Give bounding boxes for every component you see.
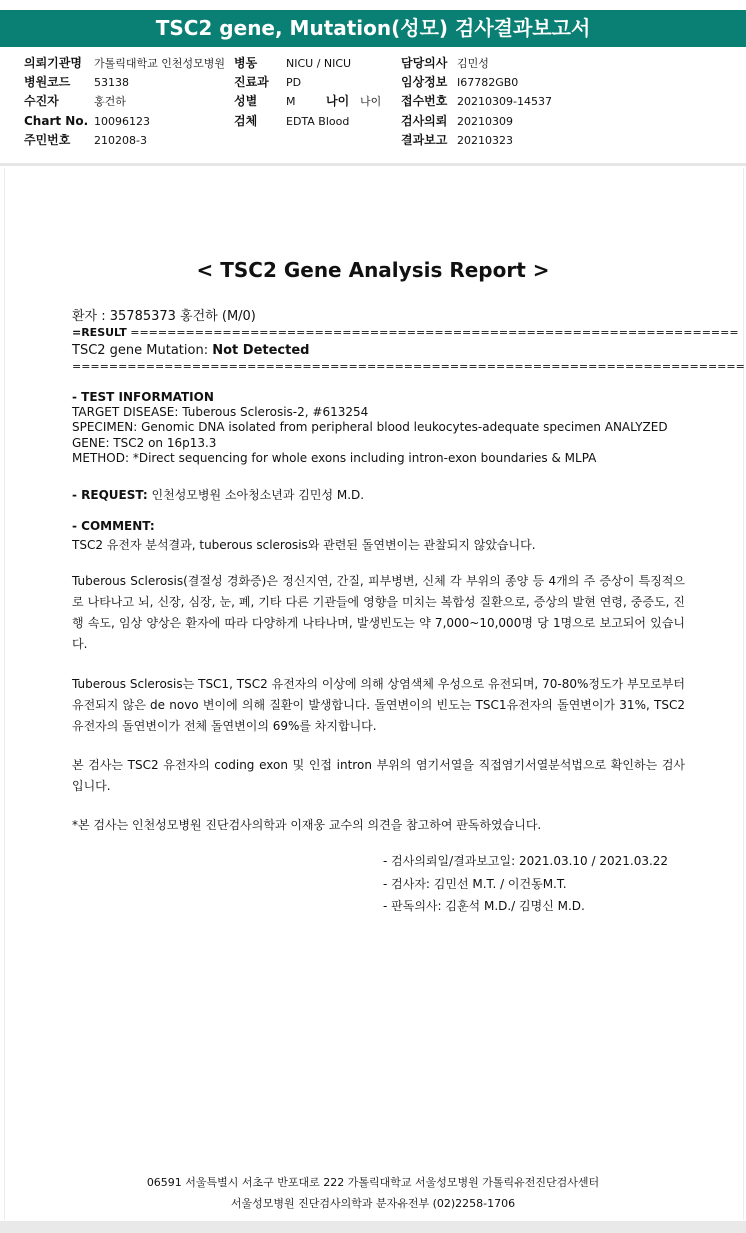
header-divider xyxy=(0,163,746,166)
header-row xyxy=(0,55,746,72)
label-resident-no: 주민번호 xyxy=(24,133,71,147)
result-line xyxy=(72,343,309,358)
result-header xyxy=(72,326,739,339)
result-label: =RESULT xyxy=(72,326,127,339)
comment-summary: TSC2 유전자 분석결과, tuberous sclerosis와 관련된 돌연변이는 관찰되지 않았습니다. xyxy=(72,538,536,552)
footer-contact: 서울성모병원 진단검사의학과 분자유전부 (02)2258-1706 xyxy=(230,1197,516,1210)
patient-line: 환자 : 35785373 홍건하 (M/0) xyxy=(72,309,256,324)
comment-inheritance: Tuberous Sclerosis는 TSC1, TSC2 유전자의 이상에 의해 상염색체 우성으로 유전되며, 70-80%정도가 부모로부터 유전되지 않은 de novo 변이에 의해 질환이 발생합니다. 돌연변이의 빈도는 TSC1유전자의 돌연변이가 31%, TSC2 유전자의 돌연변이가 전체 돌연변이의 69%를 차지합니다. xyxy=(72,677,685,733)
report-title-bar: TSC2 gene, Mutation(성모) 검사결과보고서 xyxy=(0,10,746,47)
value-request-date: 20210309 xyxy=(457,115,513,128)
method-info: METHOD: *Direct sequencing for whole exons including intron-exon boundaries & MLPA xyxy=(72,451,597,465)
signature-technicians: - 검사자: 김민선 M.T. / 이건동M.T. xyxy=(383,877,567,891)
header-row xyxy=(0,93,746,110)
value-clinical-info: I67782GB0 xyxy=(457,76,519,89)
target-disease: TARGET DISEASE: Tuberous Sclerosis-2, #613254 xyxy=(72,405,369,419)
value-accession-no: 20210309-14537 xyxy=(457,95,552,108)
signature-dates: - 검사의뢰일/결과보고일: 2021.03.10 / 2021.03.22 xyxy=(383,854,669,868)
gene-info: GENE: TSC2 on 16p13.3 xyxy=(72,436,217,450)
header-row xyxy=(0,74,746,91)
result-text: TSC2 gene Mutation: xyxy=(72,343,213,358)
value-specimen: EDTA Blood xyxy=(286,115,350,128)
specimen-info: SPECIMEN: Genomic DNA isolated from peripheral blood leukocytes-adequate specimen ANALYZED xyxy=(72,420,668,434)
value-report-date: 20210323 xyxy=(457,134,513,147)
result-rule: ================================================================== xyxy=(126,326,739,339)
header-row xyxy=(0,113,746,130)
value-sex: M xyxy=(286,95,296,108)
request-label: - REQUEST: xyxy=(72,488,148,502)
label-clinical-info: 임상정보 xyxy=(401,75,448,89)
header-row xyxy=(0,132,746,149)
value-department: PD xyxy=(286,76,302,89)
comment-method: 본 검사는 TSC2 유전자의 coding exon 및 인접 intron 부위의 염기서열을 직접염기서열분석법으로 확인하는 검사입니다. xyxy=(72,758,685,793)
value-patient: 홍건하 xyxy=(94,95,126,108)
value-age: 나이 xyxy=(360,95,382,108)
label-request-date: 검사의뢰 xyxy=(401,114,448,128)
value-hospital-code: 53138 xyxy=(94,76,129,89)
signature-physicians: - 판독의사: 김훈석 M.D./ 김명신 M.D. xyxy=(383,899,585,913)
label-specimen: 검체 xyxy=(234,114,258,128)
comment-heading: - COMMENT: xyxy=(72,519,155,533)
value-doctor: 김민성 xyxy=(457,57,489,70)
label-requesting-institution: 의뢰기관명 xyxy=(24,56,82,70)
label-chart-no: Chart No. xyxy=(24,114,89,128)
bottom-band xyxy=(0,1221,746,1233)
label-accession-no: 접수번호 xyxy=(401,94,448,108)
label-ward: 병동 xyxy=(234,56,258,70)
label-age: 나이 xyxy=(326,94,350,108)
label-patient: 수진자 xyxy=(24,94,59,108)
value-resident-no: 210208-3 xyxy=(94,134,147,147)
request-line xyxy=(72,486,364,503)
label-doctor: 담당의사 xyxy=(401,56,448,70)
label-department: 진료과 xyxy=(234,75,269,89)
value-requesting-institution: 가톨릭대학교 인천성모병원 xyxy=(94,57,226,70)
request-value: 인천성모병원 소아청소년과 김민성 M.D. xyxy=(147,488,365,502)
label-hospital-code: 병원코드 xyxy=(24,75,71,89)
label-sex: 성별 xyxy=(234,94,258,108)
value-chart-no: 10096123 xyxy=(94,115,150,128)
comment-background: Tuberous Sclerosis(결절성 경화증)은 정신지연, 간질, 피부병변, 신체 각 부위의 종양 등 4개의 주 증상이 특징적으로 나타나고 뇌, 신장, 심장, 눈, 폐, 기타 다른 기관들에 영향을 미치는 복합성 질환으로, 증상의 발현 연령, 중증도, 진행 속도, 임상 양상은 환자에 따라 다양하게 나타나며, 발생빈도는 약 7,000~10,000명 당 1명으로 보고되어 있습니다. xyxy=(72,574,685,651)
gene-report-title: < TSC2 Gene Analysis Report > xyxy=(196,258,550,282)
comment-note: *본 검사는 인천성모병원 진단검사의학과 이재웅 교수의 의견을 참고하여 판독하였습니다. xyxy=(72,818,542,832)
label-report-date: 결과보고 xyxy=(401,133,448,147)
result-rule-bottom: ========================================================================= xyxy=(72,360,745,373)
test-info-heading: - TEST INFORMATION xyxy=(72,390,214,404)
footer-address: 06591 서울특별시 서초구 반포대로 222 가톨릭대학교 서울성모병원 가톨릭유전진단검사센터 xyxy=(146,1176,600,1189)
header-info xyxy=(0,52,746,160)
value-ward: NICU / NICU xyxy=(286,57,352,70)
result-value: Not Detected xyxy=(212,343,310,358)
